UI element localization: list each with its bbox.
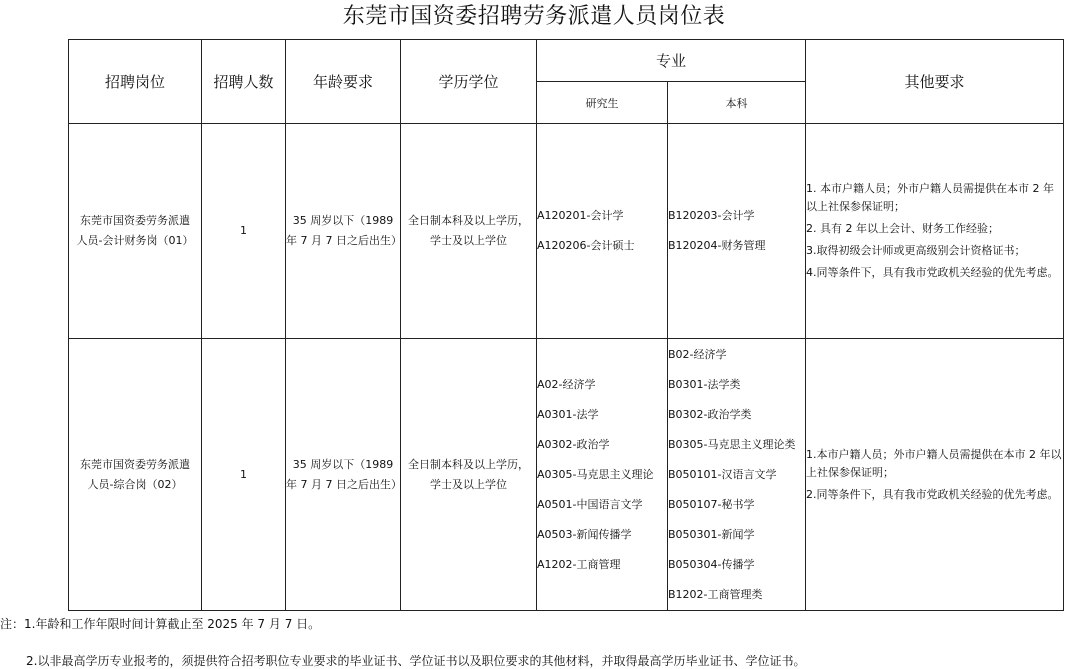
- major-item: B0305-马克思主义理论类: [668, 437, 796, 451]
- count-cell: 1: [202, 339, 286, 611]
- header-age: 年龄要求: [286, 40, 401, 124]
- major-item: A0305-马克思主义理论: [537, 467, 654, 481]
- header-row-1: [69, 40, 1064, 82]
- undergrad-major-cell: [668, 124, 806, 339]
- post-line: 人员-综合岗（02）: [87, 477, 183, 491]
- major-item: A1202-工商管理: [537, 557, 621, 571]
- major-item: B0301-法学类: [668, 377, 741, 391]
- graduate-major-cell: [537, 339, 668, 611]
- header-education: 学历学位: [401, 40, 537, 124]
- requirement-item: 1.本市户籍人员；外市户籍人员需提供在本市 2 年以上社保参保证明；: [806, 447, 1062, 479]
- header-other: 其他要求: [806, 40, 1064, 124]
- education-line: 全日制本科及以上学历，: [408, 457, 529, 471]
- major-item: B02-经济学: [668, 347, 727, 361]
- major-item: A0302-政治学: [537, 437, 610, 451]
- age-line: 35 周岁以下（1989: [292, 214, 394, 227]
- header-count: 招聘人数: [202, 40, 286, 124]
- header-undergrad: 本科: [668, 82, 806, 124]
- table-row: [69, 339, 1064, 611]
- major-item: A120201-会计学: [537, 209, 624, 222]
- major-item: B120204-财务管理: [668, 239, 766, 252]
- header-graduate: 研究生: [537, 82, 668, 124]
- undergrad-major-cell: [668, 339, 806, 611]
- major-item: B050107-秘书学: [668, 497, 755, 511]
- post-line: 东莞市国资委劳务派遣: [80, 214, 190, 227]
- major-item: B050304-传播学: [668, 557, 755, 571]
- post-line: 东莞市国资委劳务派遣: [80, 457, 190, 471]
- age-line: 年 7 月 7 日之后出生）: [286, 477, 402, 491]
- other-requirements-cell: [806, 124, 1064, 339]
- major-item: A0501-中国语言文学: [537, 497, 643, 511]
- requirement-item: 2.同等条件下，具有我市党政机关经验的优先考虑。: [806, 487, 1059, 501]
- page-title: 东莞市国资委招聘劳务派遣人员岗位表: [342, 4, 726, 29]
- graduate-major-cell: [537, 124, 668, 339]
- count-cell: 1: [202, 124, 286, 339]
- major-item: B1202-工商管理类: [668, 587, 763, 601]
- age-cell: [286, 124, 401, 339]
- post-cell: [69, 339, 202, 611]
- header-post: 招聘岗位: [69, 40, 202, 124]
- requirement-item: 1. 本市户籍人员；外市户籍人员需提供在本市 2 年以上社保参保证明；: [806, 182, 1054, 213]
- post-cell: [69, 124, 202, 339]
- header-major: 专业: [537, 40, 806, 82]
- major-item: B050101-汉语言文学: [668, 467, 777, 481]
- requirement-item: 3.取得初级会计师或更高级别会计资格证书；: [806, 244, 1026, 257]
- age-line: 年 7 月 7 日之后出生）: [286, 234, 402, 247]
- requirement-item: 2. 具有 2 年以上会计、财务工作经验；: [806, 222, 999, 235]
- education-cell: [401, 124, 537, 339]
- positions-table: [68, 39, 1064, 611]
- age-cell: [286, 339, 401, 611]
- education-line: 学士及以上学位: [430, 234, 507, 247]
- major-item: A02-经济学: [537, 377, 596, 391]
- requirement-item: 4.同等条件下，具有我市党政机关经验的优先考虑。: [806, 266, 1059, 279]
- education-line: 学士及以上学位: [430, 477, 507, 491]
- major-item: B120203-会计学: [668, 209, 755, 222]
- post-line: 人员-会计财务岗（01）: [76, 234, 194, 247]
- major-item: A0301-法学: [537, 407, 599, 421]
- other-requirements-cell: [806, 339, 1064, 611]
- education-line: 全日制本科及以上学历，: [408, 214, 529, 227]
- major-item: B0302-政治学类: [668, 407, 752, 421]
- major-item: B050301-新闻学: [668, 527, 755, 541]
- table-row: [69, 124, 1064, 339]
- note-2: 2.以非最高学历专业报考的，须提供符合招考职位专业要求的毕业证书、学位证书以及职位要求的其他材料，并取得最高学历毕业证书、学位证书。: [26, 654, 806, 668]
- major-item: A0503-新闻传播学: [537, 527, 632, 541]
- note-1: 注：1.年龄和工作年限时间计算截止至 2025 年 7 月 7 日。: [0, 617, 321, 631]
- major-item: A120206-会计硕士: [537, 239, 635, 252]
- education-cell: [401, 339, 537, 611]
- age-line: 35 周岁以下（1989: [292, 457, 394, 471]
